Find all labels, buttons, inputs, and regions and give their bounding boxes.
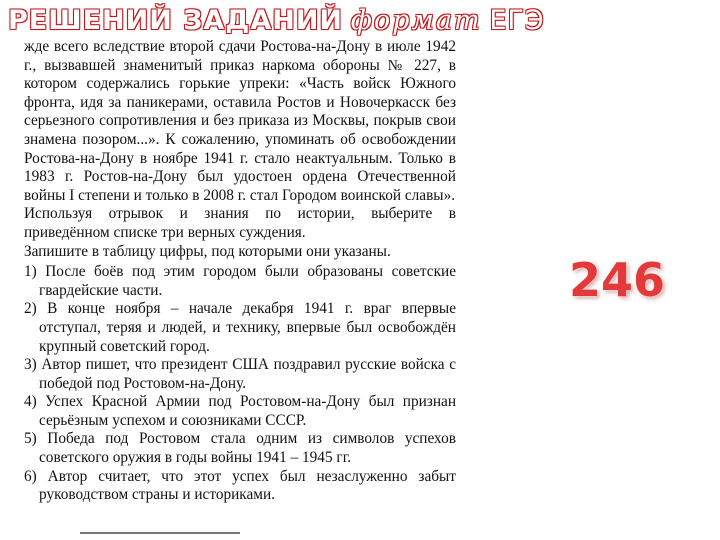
bottom-divider: [80, 532, 240, 534]
task-prompt: Используя отрывок и знания по истории, выберите в приведённом списке три верных суждения.: [24, 205, 456, 241]
source-passage: [24, 38, 456, 205]
option-5: 5) Победа под Ростовом стала одним из символов успехов советского оружия в годы войны 1941 – 1945 гг.: [24, 430, 456, 467]
task-instruction: Запишите в таблицу цифры, под которыми они указаны.: [24, 242, 391, 260]
title-part-1: РЕШЕНИЙ ЗАДАНИЙ: [8, 5, 344, 36]
slide-title: [8, 0, 720, 40]
title-part-2: формат: [350, 5, 482, 36]
options-list: [24, 263, 456, 505]
passage-text: жде всего вследствие второй сдачи Ростова-на-Дону в июле 1942 г., вызвавшей знаменитый приказ наркома обороны № 227, в котором содержались горькие упреки: «Часть войск Южного фронта, идя за паникерами, оставила Ростов и Новочеркасск без серьезного сопротивления и без приказа из Москвы, покрыв свои знамена позором...». К сожалению, упоминать об освобождении Ростова-на-Дону в ноябре 1941 г. стало неактуальным. Только в 1983 г. Ростов-на-Дону был удостоен ордена Отечественной войны I степени и только в 2008 г. стал Городом воинской славы».: [24, 38, 456, 204]
option-4: 4) Успех Красной Армии под Ростовом-на-Дону был признан серьёзным успехом и союзниками СССР.: [24, 393, 456, 429]
title-part-3: ЕГЭ: [489, 5, 545, 36]
option-1: 1) После боёв под этим городом были образованы советские гвардейские части.: [24, 263, 456, 299]
scanned-task-document: [24, 38, 456, 505]
option-2: 2) В конце ноября – начале декабря 1941 г. враг впервые отступал, теряя и людей, и технику, впервые был освобождён крупный советский город.: [24, 300, 456, 355]
option-6: 6) Автор считает, что этот успех был незаслуженно забыт руководством страны и историками.: [24, 467, 456, 504]
option-3: 3) Автор пишет, что президент США поздравил русские войска с победой под Ростовом-на-Дону.: [24, 356, 456, 392]
answer-digits: 246: [568, 253, 666, 307]
